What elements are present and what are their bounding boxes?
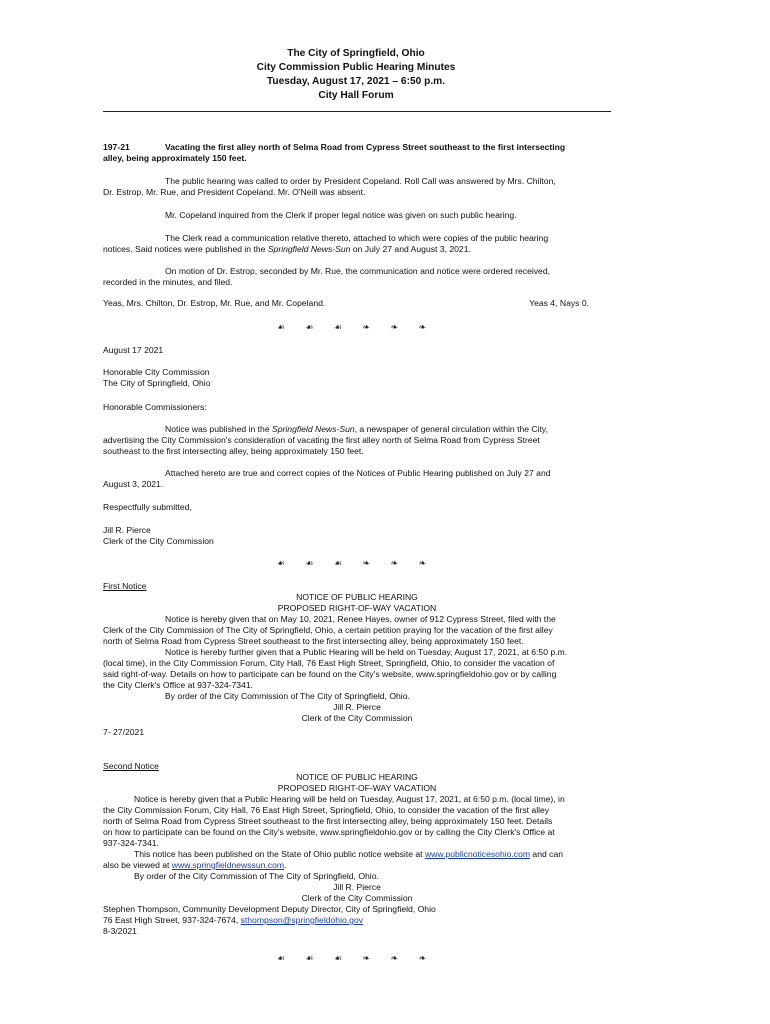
- section-ornament: ☙ ☙ ☙ ❧ ❧ ❧: [276, 953, 436, 963]
- second-notice-label: Second Notice: [103, 761, 159, 771]
- first-notice: NOTICE OF PUBLIC HEARING PROPOSED RIGHT-OF-WAY VACATION Notice is hereby given that on May 10, 2021, Renee Hayes, owner of 912 Cypress Street, filed with the Clerk of the City Commission of The City of Springfield, Ohio, a certain petition praying for the vacation of the first alley north of Selma Road from Cypress Street southeast to the first intersecting alley, being approximately 150 feet. Notice is hereby further given that a Public Hearing will be held on Tuesday, August 17, 2021, at 6:50 p.m. (local time), in the City Commission Forum, City Hall, 76 East High Street, Springfield, Ohio, to consider the vacation of said right-of-way. Details on how to participate can be found on the City's website, www.springfieldohio.gov or by calling the City Clerk's Office at 937-324-7341. By order of the City Commission of The City of Springfield, Ohio. Jill R. Pierce Clerk of the City Commission: [103, 592, 611, 724]
- section-ornament: ☙ ☙ ☙ ❧ ❧ ❧: [276, 322, 436, 332]
- second-notice-date: 8-3/2021: [103, 926, 137, 936]
- contact-name: Stephen Thompson, Community Development Deputy Director, City of Springfield, Ohio: [103, 904, 436, 914]
- letter-paragraph-1: Notice was published in the Springfield News-Sun, a newspaper of general circulation within the City, advertising the City Commission's consideration of vacating the first alley north of Selma Road from Cypress Street southeast to the first intersecting alley, being approximately 150 feet.: [103, 424, 548, 456]
- first-notice-label: First Notice: [103, 581, 147, 591]
- minutes-vote: [103, 298, 589, 309]
- header-divider: [103, 111, 611, 112]
- letter-address: Honorable City Commission The City of Springfield, Ohio: [103, 367, 211, 388]
- first-notice-date: 7- 27/2021: [103, 727, 145, 737]
- minutes-roll-call: The public hearing was called to order by President Copeland. Roll Call was answered by Mrs. Chilton, Dr. Estrop, Mr. Rue, and President Copeland. Mr. O'Neill was absent.: [103, 176, 556, 197]
- letter-paragraph-2: Attached hereto are true and correct copies of the Notices of Public Hearing published on July 27 and August 3, 2021.: [103, 468, 551, 489]
- second-notice: NOTICE OF PUBLIC HEARING PROPOSED RIGHT-OF-WAY VACATION Notice is hereby given that a Public Hearing will be held on Tuesday, August 17, 2021, at 6:50 p.m. (local time), in the City Commission Forum, City Hall, 76 East High Street, Springfield, Ohio, to consider the vacation of the first alley north of Selma Road from Cypress Street southeast to the first intersecting alley, being approximately 150 feet. Details on how to participate can be found on the City's website, www.springfieldohio.gov or by calling the City Clerk's Office at 937-324-7341. This notice has been published on the State of Ohio public notice website at www.publicnoticesohio.com and can also be viewed at www.springfieldnewssun.com. By order of the City Commission of The City of Springfield, Ohio. Jill R. Pierce Clerk of the City Commission Stephen Thompson, Community Development Deputy Director, City of Springfield, Ohio 76 East High Street, 937-324-7674, sthompson@springfieldohio.gov 8-3/2021: [103, 772, 611, 937]
- vote-count: Yeas 4, Nays 0.: [529, 298, 589, 308]
- minutes-legal-notice: Mr. Copeland inquired from the Clerk if proper legal notice was given on such public hearing.: [165, 210, 517, 220]
- header-location: City Hall Forum: [318, 90, 394, 101]
- minutes-clerk-read: The Clerk read a communication relative thereto, attached to which were copies of the public hearing notices. Said notices were published in the Springfield News-Sun on July 27 and August 3, 2021.: [103, 233, 549, 254]
- header-city: The City of Springfield, Ohio: [287, 48, 425, 59]
- letter-signature: Jill R. Pierce Clerk of the City Commission: [103, 525, 214, 546]
- newssun-link[interactable]: www.springfieldnewssun.com: [171, 860, 285, 870]
- second-notice-subheading: PROPOSED RIGHT-OF-WAY VACATION: [277, 783, 437, 793]
- header-title: City Commission Public Hearing Minutes: [256, 62, 456, 73]
- letter-date: August 17 2021: [103, 345, 164, 355]
- letter-salutation: Honorable Commissioners:: [103, 402, 207, 412]
- first-notice-subheading: PROPOSED RIGHT-OF-WAY VACATION: [277, 603, 437, 613]
- minutes-motion: On motion of Dr. Estrop, seconded by Mr. Rue, the communication and notice were ordered received, recorded in the minutes, and filed.: [103, 266, 551, 287]
- document-header: [0, 47, 712, 103]
- section-ornament: ☙ ☙ ☙ ❧ ❧ ❧: [276, 558, 436, 568]
- contact-email-link[interactable]: sthompson@springfieldohio.gov: [240, 915, 364, 925]
- agenda-item-title: 197-21 Vacating the first alley north of Selma Road from Cypress Street southeast to the first intersecting alley, being approximately 150 feet.: [103, 142, 566, 163]
- letter-closing: Respectfully submitted,: [103, 502, 192, 512]
- vote-names: Yeas, Mrs. Chilton, Dr. Estrop, Mr. Rue, and Mr. Copeland.: [103, 298, 326, 308]
- publicnotices-link[interactable]: www.publicnoticesohio.com: [424, 849, 531, 859]
- second-notice-heading: NOTICE OF PUBLIC HEARING: [296, 772, 418, 782]
- item-number: 197-21: [103, 142, 130, 152]
- header-date: Tuesday, August 17, 2021 – 6:50 p.m.: [266, 76, 446, 87]
- first-notice-heading: NOTICE OF PUBLIC HEARING: [296, 592, 418, 602]
